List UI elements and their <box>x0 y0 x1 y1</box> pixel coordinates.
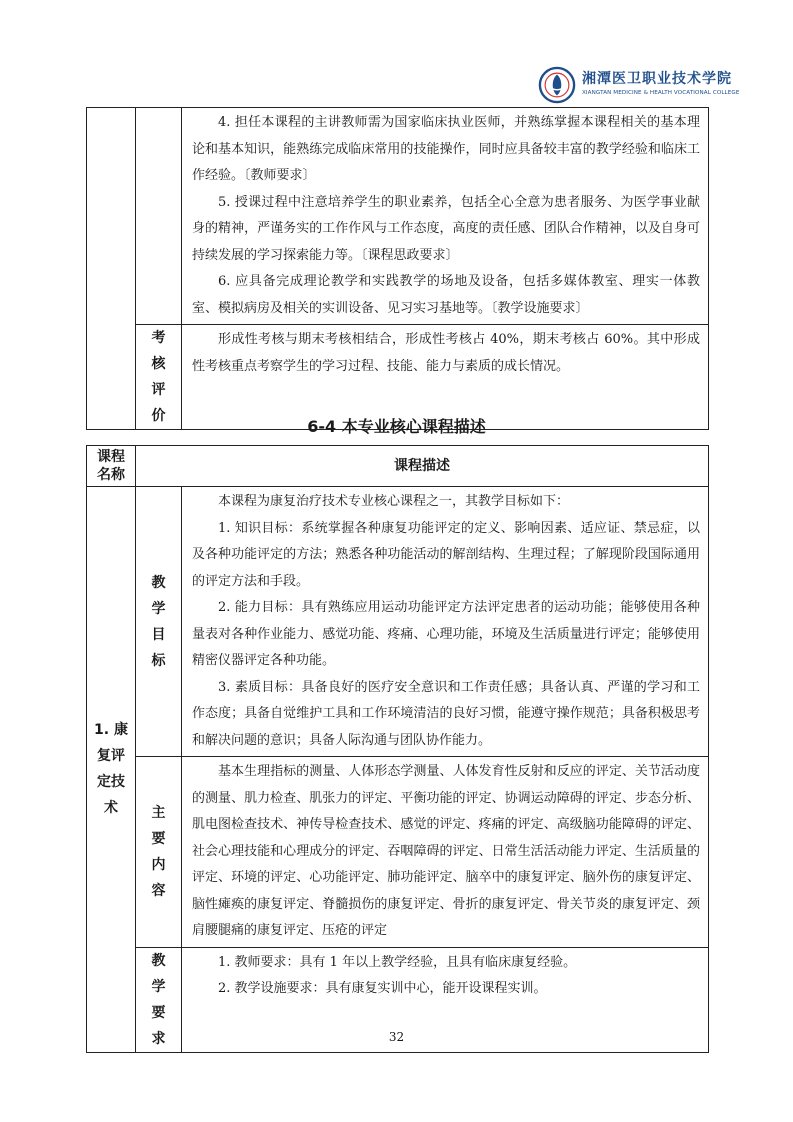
header-course-description: 课程描述 <box>136 446 709 487</box>
content-text: 基本生理指标的测量、人体形态学测量、人体发育性反射和反应的评定、关节活动度的测量、肌力检查、肌张力的评定、平衡功能的评定、协调运动障碍的评定、步态分析、肌电图检查技术、神传导检查技术、感觉的评定、疼痛的评定、高级脑功能障碍的评定、社会心理技能和心理成分的评定、吞咽障碍的评定、日常生活活动能力评定、生活质量的评定、环境的评定、心功能评定、肺功能评定、脑卒中的康复评定、脑外伤的康复评定、脑性瘫痪的康复评定、脊髓损伤的康复评定、骨折的康复评定、骨关节炎的康复评定、颈肩腰腿痛的康复评定、压疮的评定 <box>192 764 700 938</box>
label-cell-empty <box>136 108 182 325</box>
college-logo <box>538 64 740 108</box>
page-number: 32 <box>388 1030 405 1044</box>
teacher-requirement: 1. 教师要求：具有 1 年以上教学经验，且具有临床康复经验。 <box>218 954 577 970</box>
requirements-continued-cell <box>182 108 709 325</box>
ideology-requirement-paragraph: 5. 授课过程中注意培养学生的职业素养，包括全心全意为患者服务、为医学事业献身的精神，严谨务实的工作作风与工作态度，高度的责任感、团队合作精神，以及自身可持续发展的学习探索能力等。〔课程思政要求〕 <box>192 194 700 263</box>
logo-chinese-name: 湘潭医卫职业技术学院 <box>582 71 732 87</box>
assessment-label: 考核评价 <box>136 325 182 430</box>
teacher-requirement-paragraph: 4. 担任本课程的主讲教师需为国家临床执业医师，并熟练掌握本课程相关的基本理论和基本知识，能熟练完成临床常用的技能操作，同时应具备较丰富的教学经验和临床工作经验。〔教师要求〕 <box>192 115 700 183</box>
content-cell <box>182 757 709 948</box>
course-continuation-table <box>86 107 709 430</box>
facility-requirement: 2. 教学设施要求：具有康复实训中心，能开设课程实训。 <box>218 981 547 996</box>
header-course-name: 课程名称 <box>87 446 136 487</box>
core-course-table <box>86 445 709 1053</box>
course-name-cell: 1. 康复评定技术 <box>87 487 136 1053</box>
course-name-cell-empty <box>87 108 136 430</box>
content-label: 主要内容 <box>136 757 182 948</box>
objectives-label: 教学目标 <box>136 487 182 757</box>
college-emblem-icon <box>538 66 576 104</box>
quality-objective: 3. 素质目标：具备良好的医疗安全意识和工作责任感；具备认真、严谨的学习和工作态度；具备自觉维护工具和工作环境清洁的良好习惯，能遵守操作规范；具备积极思考和解决问题的意识；具备人际沟通与团队协作能力。 <box>192 679 700 748</box>
assessment-text: 形成性考核与期末考核相结合，形成性考核占 40%，期末考核占 60%。其中形成性考核重点考察学生的学习过程、技能、能力与素质的成长情况。 <box>192 332 700 374</box>
ability-objective: 2. 能力目标：具有熟练应用运动功能评定方法评定患者的运动功能；能够使用各种量表对各种作业能力、感觉功能、疼痛、心理功能，环境及生活质量进行评定；能够使用精密仪器评定各种功能。 <box>192 600 700 668</box>
knowledge-objective: 1. 知识目标：系统掌握各种康复功能评定的定义、影响因素、适应证、禁忌症，以及各种功能评定的方法；熟悉各种功能活动的解剖结构、生理过程；了解现阶段国际通用的评定方法和手段。 <box>192 520 700 589</box>
objectives-cell <box>182 487 709 757</box>
section-title: 6-4 本专业核心课程描述 <box>307 417 486 436</box>
facility-requirement-paragraph: 6. 应具备完成理论教学和实践教学的场地及设备，包括多媒体教室、理实一体教室、模拟病房及相关的实训设备、见习实习基地等。〔教学设施要求〕 <box>192 274 700 316</box>
requirements-label: 教学要求 <box>136 947 182 1052</box>
logo-english-name: XIANGTAN MEDICINE & HEALTH VOCATIONAL COLLEGE <box>582 90 740 96</box>
objectives-intro: 本课程为康复治疗技术专业核心课程之一，其教学目标如下： <box>218 494 570 509</box>
